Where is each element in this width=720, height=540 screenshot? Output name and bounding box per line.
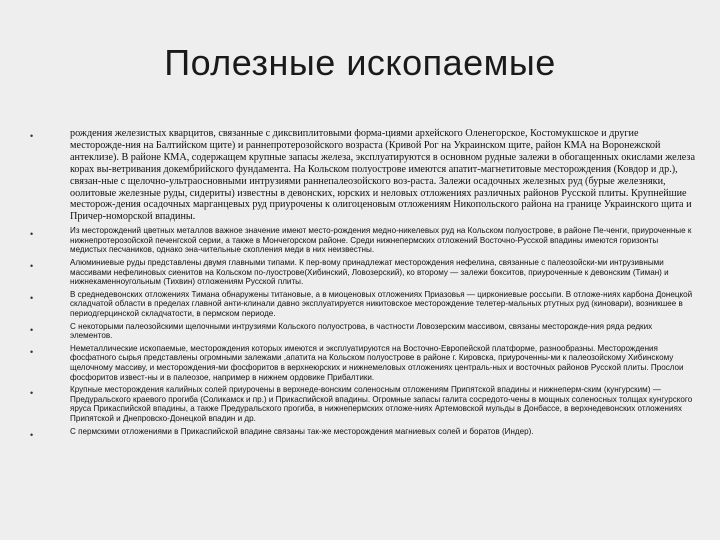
bullet-text: рождения железистых кварцитов, связанные с диксвиплитовыми форма-циями архейского Оленегорское, Костомукшское и другие месторожде-ния на Балтийском щите) и раннепротерозойского возраста (Кривой Рог на Украинском щите, район КМА на Воронежской антеклизе). В районе КМА, содержащем крупные запасы железа, эксплуатируются в основном рудные залежи в обогащенных окислами железа корах вы-ветривания докембрийского фундамента. На Кольском полуострове имеются апатит-магнетитовые месторождения (Ковдор и др.), связан-ные с щелочно-ультраосновными интрузиями раннепалеозойского воз-раста. Залежи осадочных железных руд (бурые железняки, оолитовые железные руды, сидериты) известны в девонских, юрских и неловых отложениях различных районов Русской плиты. Крупнейшие месторож-дения осадочных марганцевых руд приурочены к олигоценовым отложениям Никопольского района на границе Украинского щита и Причер-номорской впадины.: [70, 128, 695, 223]
bullet-text: Из месторождений цветных металлов важное значение имеют место-рождения медно-никелевых руд на Кольском полуострове, в районе Пе-ченги, приуроченные к нижнепротерозойской печенгской серии, а также в Мончегорском районе. Среди нижнепермских отложений Восточно-Русской впадины имеются горизонты медистых песчаников, однако эна-чительные скопления меди в них неизвестны.: [70, 226, 692, 255]
bullet-marker: •: [30, 324, 34, 335]
list-item: [30, 128, 695, 223]
bullet-text: В среднедевонских отложениях Тимана обнаружены титановые, а в миоценовых отложениях Приазовья — циркониевые россыпи. В отложе-ниях карбона Донецкой складчатой области в пределах главной анти-клинали давно эксплуатируется никитовское месторождение телетер-мальных ртутных руд (киновари), возникшее в периодгерцинской складчатости, в пермском периоде.: [70, 289, 693, 318]
list-item: [30, 322, 695, 341]
bullet-text: С пермскими отложениями в Прикаспийской впадине связаны так-же месторождения магниевых солей и боратов (Индер).: [70, 426, 534, 436]
bullet-list: [30, 128, 695, 439]
list-item: [30, 258, 695, 287]
bullet-marker: •: [30, 261, 34, 272]
list-item: [30, 226, 695, 255]
list-item: [30, 290, 695, 319]
slide-title: Полезные ископаемые: [164, 42, 556, 83]
bullet-marker: •: [30, 388, 34, 399]
bullet-marker: •: [30, 229, 34, 240]
bullet-marker: •: [30, 131, 34, 141]
bullet-text: Неметаллические ископаемые, месторождения которых имеются и эксплуатируются на Восточно-Европейской платформе, разнообразны. Месторождения фосфатного сырья представлены огромными залежами ,апатита на Кольском полуострове в районе г. Кировска, приуроченны-ми к палеозойскому Хибинскому щелочному массиву, и месторождения-ми фосфоритов в верхнеюрских и нижнемеловых отложениях централь-ных и восточных районов Русской плиты. Прослои фосфоритов извест-ны и в палеозое, например в нижнем ордовике Прибалтики.: [70, 343, 684, 382]
list-item: [30, 385, 695, 423]
bullet-text: С некоторыми палеозойскими щелочными интрузиями Кольского полуострова, в частности Ловозерским массивом, связаны месторожде-ния ряда редких элементов.: [70, 321, 653, 341]
list-item: [30, 344, 695, 382]
bullet-marker: •: [30, 292, 34, 303]
bullet-marker: •: [30, 429, 34, 440]
bullet-text: Крупные месторождения калийных солей приурочены в верхнеде-вонским соленосным отложениям Припятской впадины и нижнеперм-ским (кунгурским) — Предуральского краевого прогиба (Соликамск и пр.) и Прикаспийской впадины. Огромные запасы галита сосредото-чены в мощных соленосных толщах кунгурского яруса Прикаспийской впадины, а также Предуральского прогиба, в нижнепермских отложе-ниях Артемовской мульды в Донбассе, в верхнедевонских отложениях Припятской и Днепровско-Донецкой впадин и др.: [70, 385, 693, 423]
list-item: [30, 426, 695, 440]
bullet-marker: •: [30, 346, 34, 357]
bullet-text: Алюминиевые руды представлены двумя главными типами. К пер-вому принадлежат месторождения нефелина, связанные с палеозойски-ми интрузивными массивами нефелиновых сиенитов на Кольском по-луострове(Хибинский, Ловозерский), ко второму — залежи бокситов, приуроченные к девонским (Тиман) и нижнекаменноугольным (Тихвин) отложениям Русской плиты.: [70, 258, 669, 287]
